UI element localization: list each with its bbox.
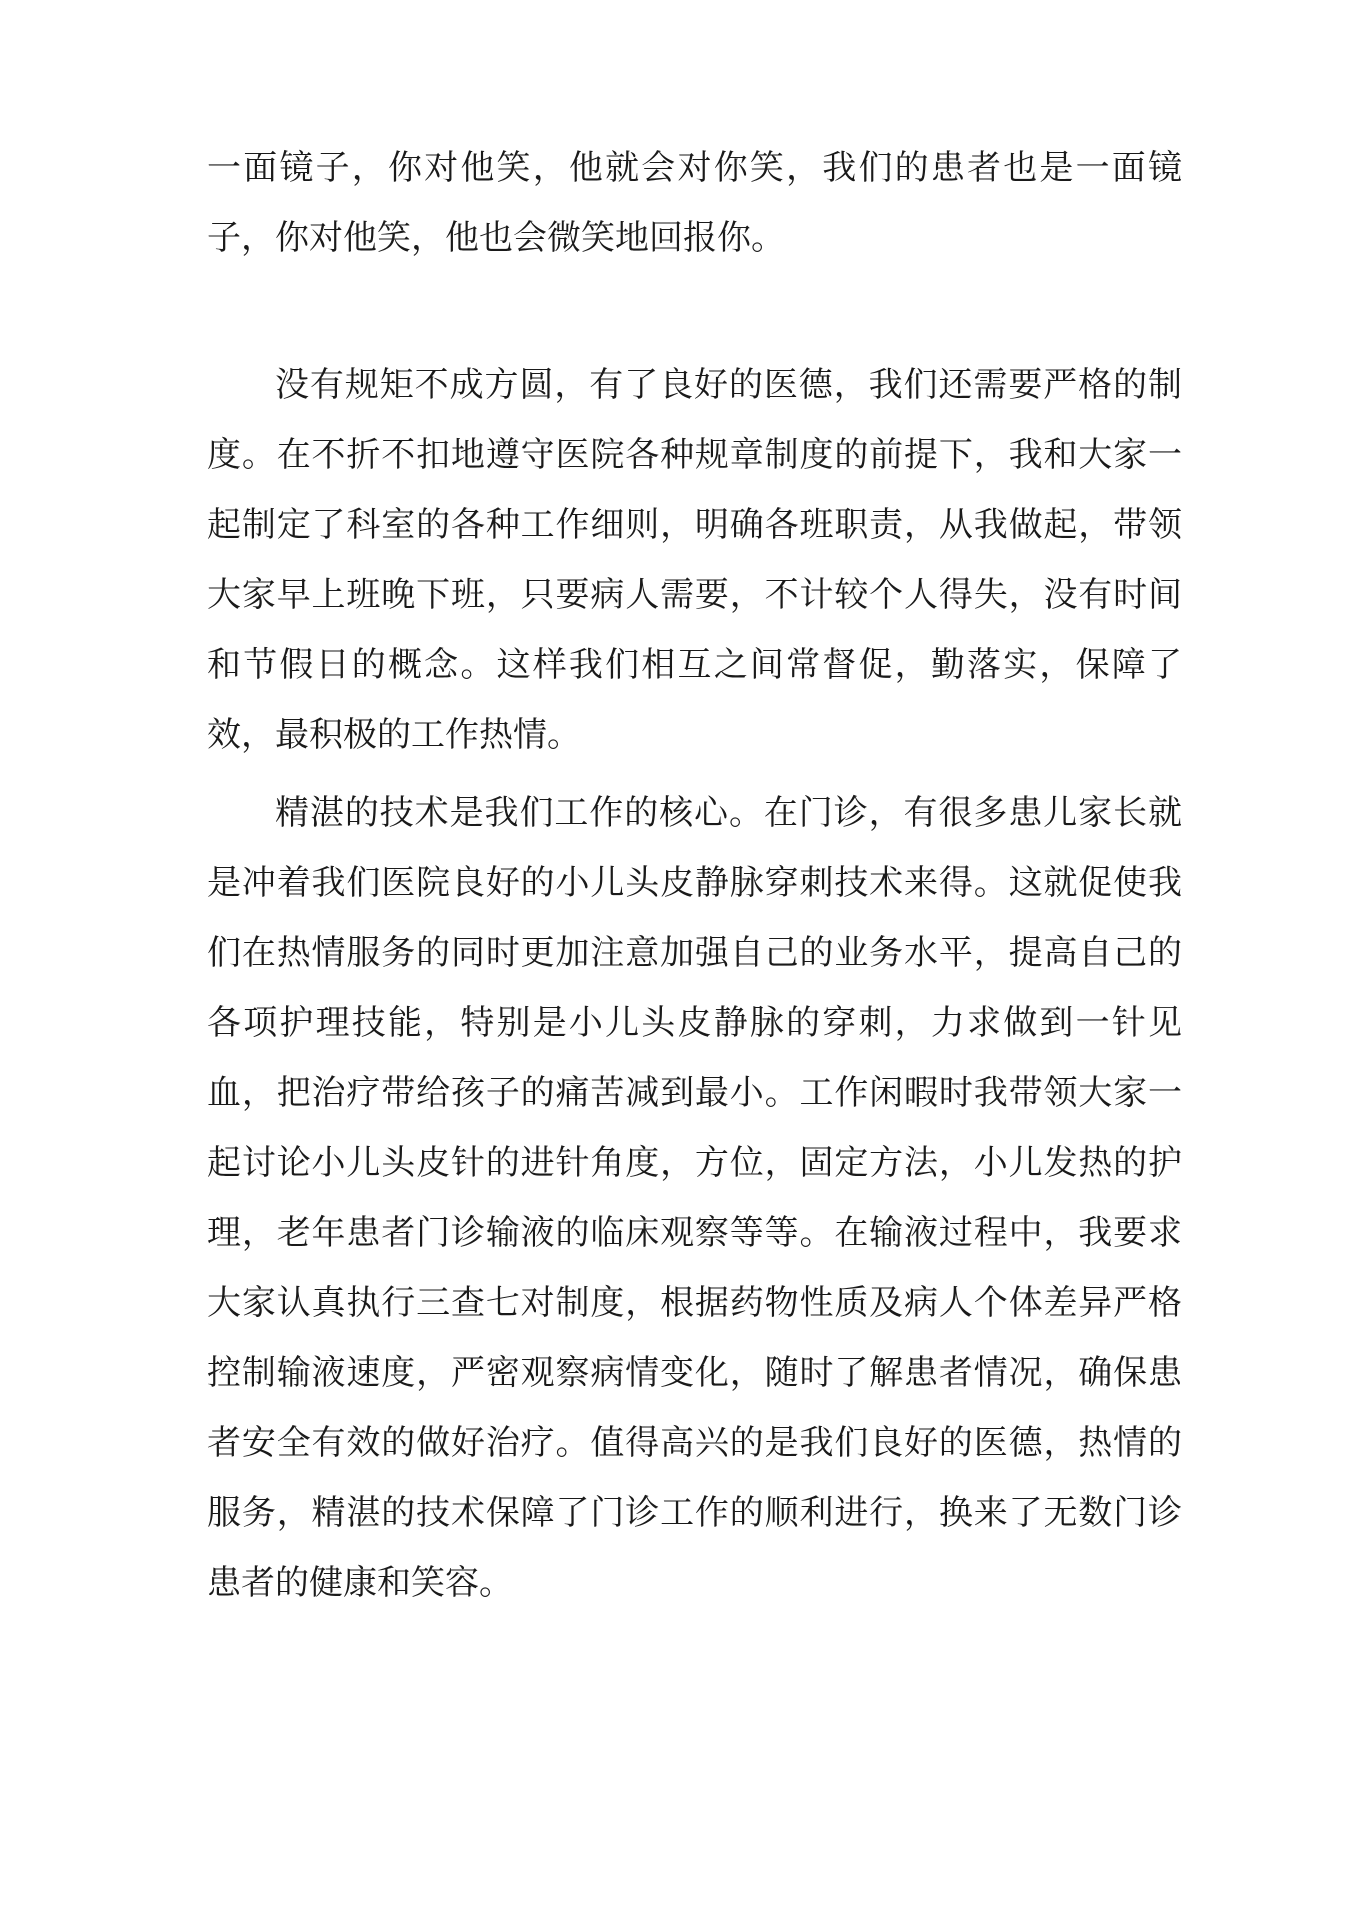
paragraph-text: 精湛的技术是我们工作的核心。在门诊，有很多患儿家长就是冲着我们医院良好的小儿头皮静脉穿刺技术来得。这就促使我们在热情服务的同时更加注意加强自己的业务水平，提高自己的各项护理技能，特别是小儿头皮静脉的穿刺，力求做到一针见血，把治疗带给孩子的痛苦减到最小。工作闲暇时我带领大家一起讨论小儿头皮针的进针角度，方位，固定方法，小儿发热的护理，老年患者门诊输液的临床观察等等。在输液过程中，我要求大家认真执行三查七对制度，根据药物性质及病人个体差异严格控制输液速度，严密观察病情变化，随时了解患者情况，确保患者安全有效的做好治疗。值得高兴的是我们良好的医德，热情的服务，精湛的技术保障了门诊工作的顺利进行，换来了无数门诊患者的健康和笑容。: [207, 793, 1182, 1603]
paragraph-text: 一面镜子，你对他笑，他就会对你笑，我们的患者也是一面镜子，你对他笑，他也会微笑地回报你。: [207, 148, 1182, 258]
paragraph-2: [207, 350, 1182, 770]
paragraph-1: [207, 133, 1182, 273]
paragraph-text: 没有规矩不成方圆，有了良好的医德，我们还需要严格的制度。在不折不扣地遵守医院各种规章制度的前提下，我和大家一起制定了科室的各种工作细则，明确各班职责，从我做起，带领大家早上班晚下班，只要病人需要，不计较个人得失，没有时间和节假日的概念。这样我们相互之间常督促，勤落实，保障了效，最积极的工作热情。: [207, 365, 1182, 755]
paragraph-3: [207, 778, 1182, 1618]
